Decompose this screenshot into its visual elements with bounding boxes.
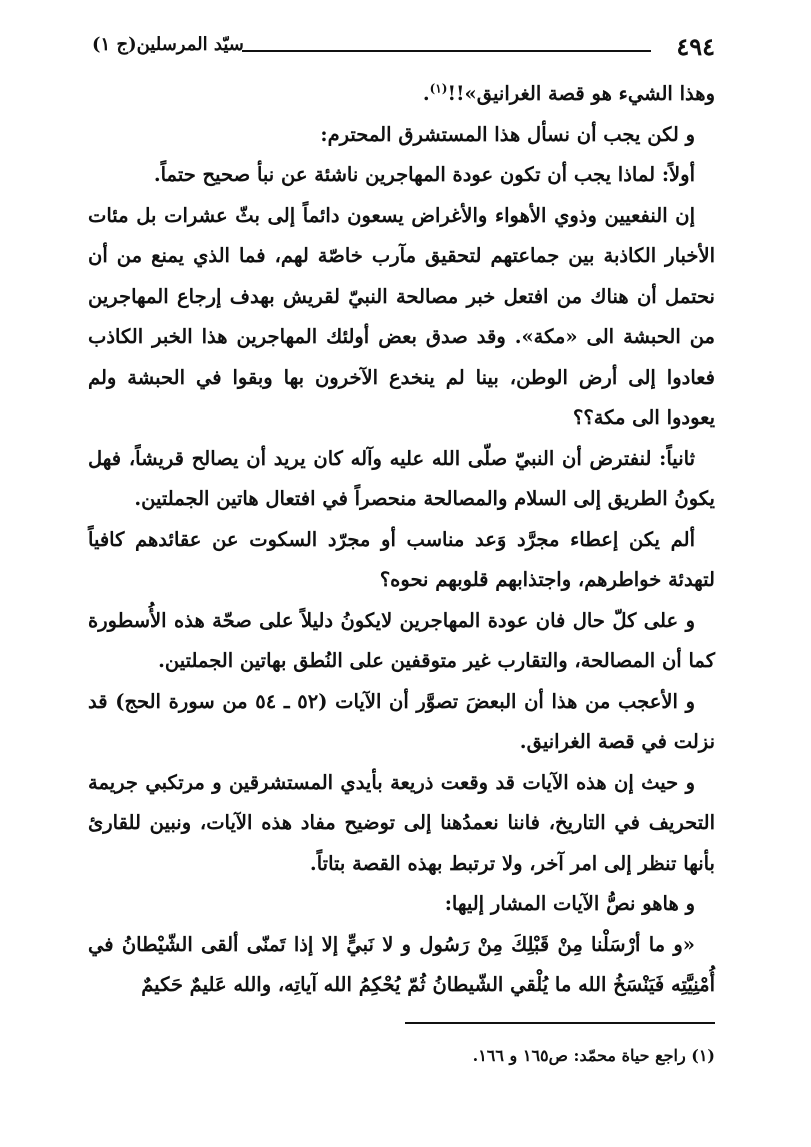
header-rule xyxy=(242,50,651,52)
paragraph-7: و على كلّ حال فان عودة المهاجرين لايكونُ دليلاً على صحّة هذه الأُسطورة كما أن المصالحة، والتقارب غير متوقفين على النُطق بهاتين الجملتين. xyxy=(88,608,715,672)
body-text xyxy=(88,74,715,1006)
paragraph-4: إن النفعيين وذوي الأهواء والأغراض يسعون دائماً إلى بثّ عشرات بل مئات الأخبار الكاذبة بين جماعتهم لتحقيق مآرب خاصّة لهم، فما الذي يمنع من أن نحتمل أن هناك من افتعل خبر مصالحة النبيّ لقريش بهدف إرجاع المهاجرين من الحبشة الى «مكة». وقد صدق بعض أولئك المهاجرين هذا الخبر الكاذب فعادوا إلى أرض الوطن، بينا لم ينخدع الآخرون بها وبقوا في الحبشة ولم يعودوا الى مكة؟؟ xyxy=(88,203,715,429)
quran-verse: «و ما أرْسَلْنا مِنْ قَبْلِكَ مِنْ رَسُول و لا نَبيٍّ إلا إذا تَمنّى ألقى الشّيْطانُ في أُمْنِيَّتِه فَيَنْسَخُ الله ما يُلْقي الشّيطانُ ثُمّ يُحْكِمُ الله آياتِه، والله عَليمٌ حَكيمٌ xyxy=(88,932,715,996)
paragraph-3: أولاً: لماذا يجب أن تكون عودة المهاجرين ناشئة عن نبأ صحيح حتماً. xyxy=(153,163,695,186)
paragraph-10: و هاهو نصُّ الآيات المشار إليها: xyxy=(444,892,695,915)
paragraph-5: ثانياً: لنفترض أن النبيّ صلّى الله عليه وآله كان يريد أن يصالح قريشاً، فهل يكونُ الطريق إلى السلام والمصالحة منحصراً في افتعال هاتين الجملتين. xyxy=(88,446,715,510)
paragraph-2: و لكن يجب أن نسأل هذا المستشرق المحترم: xyxy=(320,122,695,146)
paragraph-9: و حيث إن هذه الآيات قد وقعت ذريعة بأيدي المستشرقين و مرتكبي جريمة التحريف في التاريخ، فاننا نعمدُهنا إلى توضيح مفاد هذه الآيات، ونبين للقارئ بأنها تنظر إلى امر آخر، ولا ترتبط بهذه القصة بتاتاً. xyxy=(88,770,715,875)
running-title: سيّد المرسلين(ج ١) xyxy=(92,34,244,55)
point-label-first: أولاً: xyxy=(661,163,695,186)
page-header xyxy=(92,30,715,64)
point-label-second: ثانياً: xyxy=(659,446,695,470)
footnote-rule xyxy=(405,1022,715,1024)
paragraph-8: و الأعجب من هذا أن البعضَ تصوَّر أن الآيات (٥٢ ـ ٥٤ من سورة الحج) قد نزلت في قصة الغرانيق. xyxy=(88,689,715,753)
footnote: (١) راجع حياة محمّد: ص١٦٥ و ١٦٦. xyxy=(472,1046,715,1065)
footnote-reference[interactable]: (١) xyxy=(429,81,448,96)
paragraph-6: ألم يكن إعطاء مجرَّد وَعد مناسب أو مجرّد السكوت عن عقائدهم كافياً لتهدئة خواطرهم، واجتذابهم قلوبهم نحوه؟ xyxy=(88,527,715,591)
paragraph-1: وهذا الشيء هو قصة الغرانيق»!!$^{(١)}$. xyxy=(422,81,715,105)
page-number: ٤٩٤ xyxy=(676,32,715,61)
